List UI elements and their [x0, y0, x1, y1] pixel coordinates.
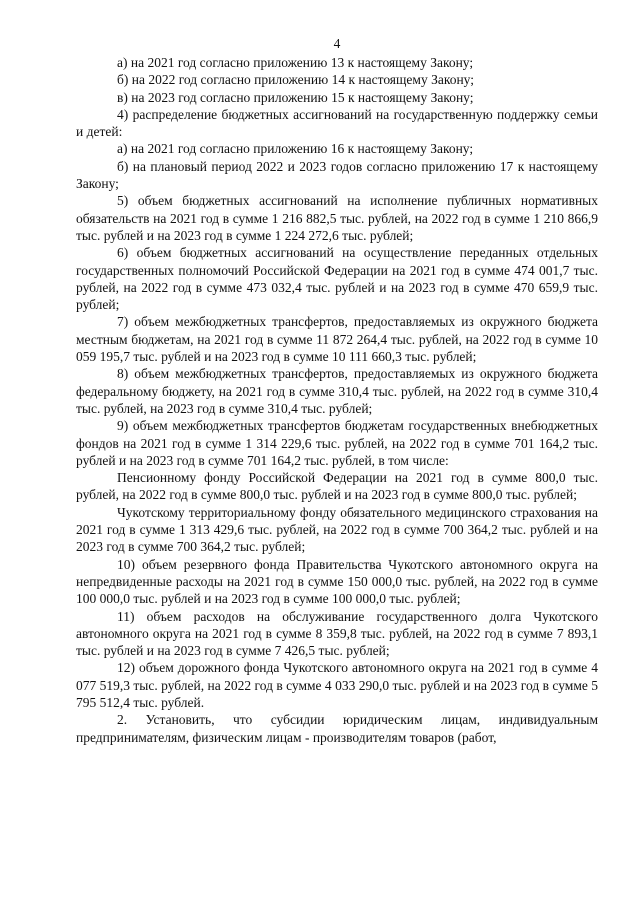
paragraph-3a-2021: а) на 2021 год согласно приложению 13 к настоящему Закону;: [117, 55, 474, 70]
page-number: 4: [333, 36, 341, 51]
paragraph-6-delegated-powers: 6) объем бюджетных ассигнований на осуществление переданных отдельных государственных полномочий Российской Федерации на 2021 год в сумме 474 001,7 тыс. рублей, на 2022 год в сумме 473 032,4 тыс. рублей и на 2023 год в сумме 470 659,9 тыс. рублей;: [76, 245, 598, 313]
paragraph-10-reserve-fund: 10) объем резервного фонда Правительства Чукотского автономного округа на непредвиденные расходы на 2021 год в сумме 150 000,0 тыс. рублей, на 2022 год в сумме 100 000,0 тыс. рублей и на 2023 год в сумме 100 000,0 тыс. рублей;: [76, 556, 598, 607]
paragraph-3b-2022: б) на 2022 год согласно приложению 14 к настоящему Закону;: [117, 72, 474, 88]
paragraph-medical-insurance-fund: Чукотскому территориальному фонду обязательного медицинского страхования на 2021 год в сумме 1 313 429,6 тыс. рублей, на 2022 год в сумме 700 364,2 тыс. рублей и на 2023 год в сумме 700 364,2 тыс. рублей;: [76, 504, 598, 555]
paragraph-9-extrabudgetary-funds: 9) объем межбюджетных трансфертов бюджетам государственных внебюджетных фондов на 2021 год в сумме 1 314 229,6 тыс. рублей, на 2022 год в сумме 701 164,2 тыс. рублей и на 2023 год в сумме 701 164,2 тыс. рублей, в том числе:: [76, 418, 598, 468]
paragraph-4-family-support: 4) распределение бюджетных ассигнований на государственную поддержку семьи и детей:: [76, 106, 598, 140]
paragraph-pension-fund: Пенсионному фонду Российской Федерации на 2021 год в сумме 800,0 тыс. рублей, на 2022 год в сумме 800,0 тыс. рублей и на 2023 год в сумме 800,0 тыс. рублей;: [76, 470, 598, 503]
paragraph-8-federal-transfers: 8) объем межбюджетных трансфертов, предоставляемых из окружного бюджета федеральному бюджету, на 2021 год в сумме 310,4 тыс. рублей, на 2022 год в сумме 310,4 тыс. рублей, на 2023 год в сумме 310,4 тыс. рублей;: [76, 366, 598, 416]
paragraph-4a-2021: а) на 2021 год согласно приложению 16 к настоящему Закону;: [117, 141, 474, 157]
paragraph-3c-2023: в) на 2023 год согласно приложению 15 к настоящему Закону;: [117, 89, 474, 105]
paragraph-12-road-fund: 12) объем дорожного фонда Чукотского автономного округа на 2021 год в сумме 4 077 519,3 тыс. рублей, на 2022 год в сумме 4 033 290,0 тыс. рублей и на 2023 год в сумме 5 795 512,4 тыс. рублей.: [76, 660, 598, 710]
paragraph-5-public-obligations: 5) объем бюджетных ассигнований на исполнение публичных нормативных обязательств на 2021 год в сумме 1 216 882,5 тыс. рублей, на 2022 год в сумме 1 210 866,9 тыс. рублей и на 2023 год в сумме 1 224 272,6 тыс. рублей;: [76, 193, 598, 243]
paragraph-4b-planning-period: б) на плановый период 2022 и 2023 годов согласно приложению 17 к настоящему Закону;: [76, 158, 598, 192]
paragraph-11-debt-service: 11) объем расходов на обслуживание государственного долга Чукотского автономного округа на 2021 год в сумме 8 359,8 тыс. рублей, на 2022 год в сумме 7 893,1 тыс. рублей и на 2023 год в сумме 7 426,5 тыс. рублей;: [76, 608, 598, 659]
paragraph-section-2-subsidies: 2. Установить, что субсидии юридическим лицам, индивидуальным предпринимателям, физическим лицам - производителям товаров (работ,: [76, 712, 598, 745]
paragraph-7-local-transfers: 7) объем межбюджетных трансфертов, предоставляемых из окружного бюджета местным бюджетам, на 2021 год в сумме 11 872 264,4 тыс. рублей, на 2022 год в сумме 10 059 195,7 тыс. рублей и на 2023 год в сумме 10 111 660,3 тыс. рублей;: [76, 314, 598, 365]
